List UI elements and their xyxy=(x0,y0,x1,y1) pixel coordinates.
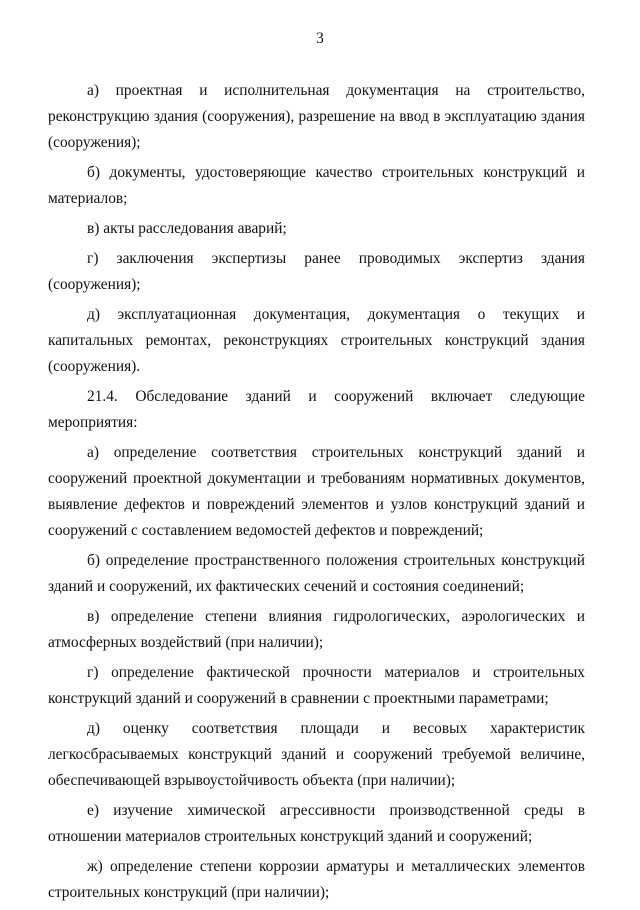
paragraph-section-21-4: 21.4. Обследование зданий и сооружений включает следующие мероприятия: xyxy=(48,388,585,431)
paragraph-conformity-check: а) определение соответствия строительных конструкций зданий и сооружений проектной документации и требованиям нормативных документов, выявление дефектов и повреждений элементов и узлов конструкций зданий и сооружений с составлением ведомостей дефектов и повреждений; xyxy=(48,444,585,539)
paragraph-operational-documentation: д) эксплуатационная документация, документация о текущих и капитальных ремонтах, реконструкциях строительных конструкций здания (сооружения). xyxy=(48,306,585,375)
paragraph-spatial-position: б) определение пространственного положения строительных конструкций зданий и сооружений, их фактических сечений и состояния соединений; xyxy=(48,552,585,595)
paragraph-relief-structures: д) оценку соответствия площади и весовых характеристик легкосбрасываемых конструкций зданий и сооружений требуемой величине, обеспечивающей взрывоустойчивость объекта (при наличии); xyxy=(48,720,585,789)
paragraph-corrosion-degree: ж) определение степени коррозии арматуры и металлических элементов строительных конструкций (при наличии); xyxy=(48,858,585,901)
paragraph-environmental-influence: в) определение степени влияния гидрологических, аэрологических и атмосферных воздействий (при наличии); xyxy=(48,608,585,651)
paragraph-quality-documents: б) документы, удостоверяющие качество строительных конструкций и материалов; xyxy=(48,164,585,207)
page-number: 3 xyxy=(316,30,324,47)
paragraph-chemical-aggressiveness: е) изучение химической агрессивности производственной среды в отношении материалов строительных конструкций зданий и сооружений; xyxy=(48,802,585,845)
document-body xyxy=(48,78,585,910)
paragraph-project-documentation: а) проектная и исполнительная документация на строительство, реконструкцию здания (сооружения), разрешение на ввод в эксплуатацию здания (сооружения); xyxy=(48,82,585,151)
paragraph-material-strength: г) определение фактической прочности материалов и строительных конструкций зданий и сооружений в сравнении с проектными параметрами; xyxy=(48,664,585,707)
paragraph-accident-reports: в) акты расследования аварий; xyxy=(87,220,287,237)
paragraph-expert-conclusions: г) заключения экспертизы ранее проводимых экспертиз здания (сооружения); xyxy=(48,250,585,293)
